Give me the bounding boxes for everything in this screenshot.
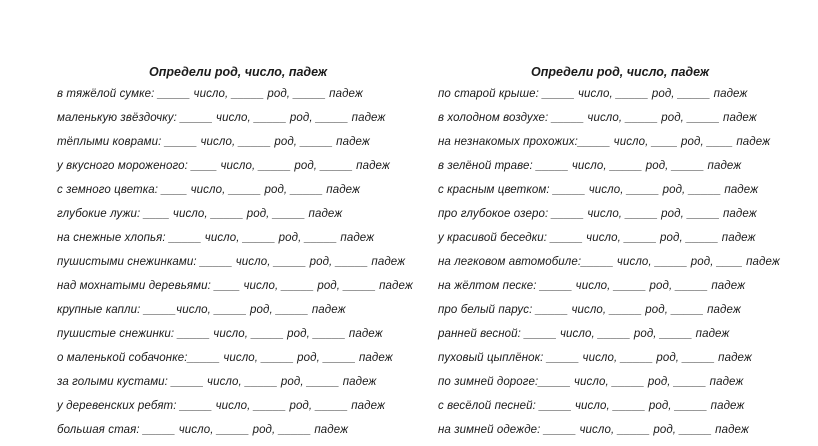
right-exercise-list <box>438 82 808 442</box>
exercise-line: с земного цветка: ____ число, _____ род, _____ падеж <box>57 184 361 196</box>
exercise-line: в тяжёлой сумке: _____ число, _____ род, _____ падеж <box>57 88 363 100</box>
exercise-line: на снежные хлопья: _____ число, _____ род, _____ падеж <box>57 232 375 244</box>
exercise-line: о маленькой собачонке:_____ число, _____ род, _____ падеж <box>57 352 393 364</box>
exercise-line: ранней весной: _____ число, _____ род, _____ падеж <box>438 328 730 340</box>
exercise-line: пушистые снежинки: _____ число, _____ род, _____ падеж <box>57 328 383 340</box>
exercise-line: у вкусного мороженого: ____ число, _____ род, _____ падеж <box>57 160 390 172</box>
right-column <box>438 62 808 442</box>
left-exercise-list <box>57 82 437 442</box>
exercise-line: у красивой беседки: _____ число, _____ род, _____ падеж <box>438 232 756 244</box>
exercise-line: большая стая: _____ число, _____ род, _____ падеж <box>57 424 349 436</box>
exercise-line: пушистыми снежинками: _____ число, _____ род, _____ падеж <box>57 256 406 268</box>
exercise-line: в холодном воздухе: _____ число, _____ род, _____ падеж <box>438 112 757 124</box>
exercise-line: крупные капли: _____число, _____ род, _____ падеж <box>57 304 346 316</box>
exercise-line: над мохнатыми деревьями: ____ число, _____ род, _____ падеж <box>57 280 413 292</box>
exercise-line: по зимней дороге:_____ число, _____ род, _____ падеж <box>438 376 744 388</box>
exercise-line: на жёлтом песке: _____ число, _____ род, _____ падеж <box>438 280 746 292</box>
exercise-line: глубокие лужи: ____ число, _____ род, _____ падеж <box>57 208 343 220</box>
exercise-line: у деревенских ребят: _____ число, _____ род, _____ падеж <box>57 400 386 412</box>
exercise-line: с весёлой песней: _____ число, _____ род, _____ падеж <box>438 400 745 412</box>
exercise-line: по старой крыше: _____ число, _____ род, _____ падеж <box>438 88 748 100</box>
left-column <box>57 62 437 442</box>
exercise-line: пуховый цыплёнок: _____ число, _____ род, _____ падеж <box>438 352 752 364</box>
left-column-title: Определи род, число, падеж <box>149 65 328 79</box>
exercise-line: про глубокое озеро: _____ число, _____ род, _____ падеж <box>438 208 757 220</box>
right-column-title: Определи род, число, падеж <box>531 65 710 79</box>
exercise-line: про белый парус: _____ число, _____ род, _____ падеж <box>438 304 741 316</box>
exercise-line: с красным цветком: _____ число, _____ род, _____ падеж <box>438 184 759 196</box>
exercise-line: на незнакомых прохожих:_____ число, ____ род, ____ падеж <box>438 136 771 148</box>
exercise-line: маленькую звёздочку: _____ число, _____ род, _____ падеж <box>57 112 386 124</box>
exercise-line: на зимней одежде: _____ число, _____ род, _____ падеж <box>438 424 749 436</box>
exercise-line: на легковом автомобиле:_____ число, _____ род, ____ падеж <box>438 256 780 268</box>
exercise-line: в зелёной траве: _____ число, _____ род, _____ падеж <box>438 160 742 172</box>
exercise-line: за голыми кустами: _____ число, _____ род, _____ падеж <box>57 376 377 388</box>
exercise-line: тёплыми коврами: _____ число, _____ род, _____ падеж <box>57 136 370 148</box>
